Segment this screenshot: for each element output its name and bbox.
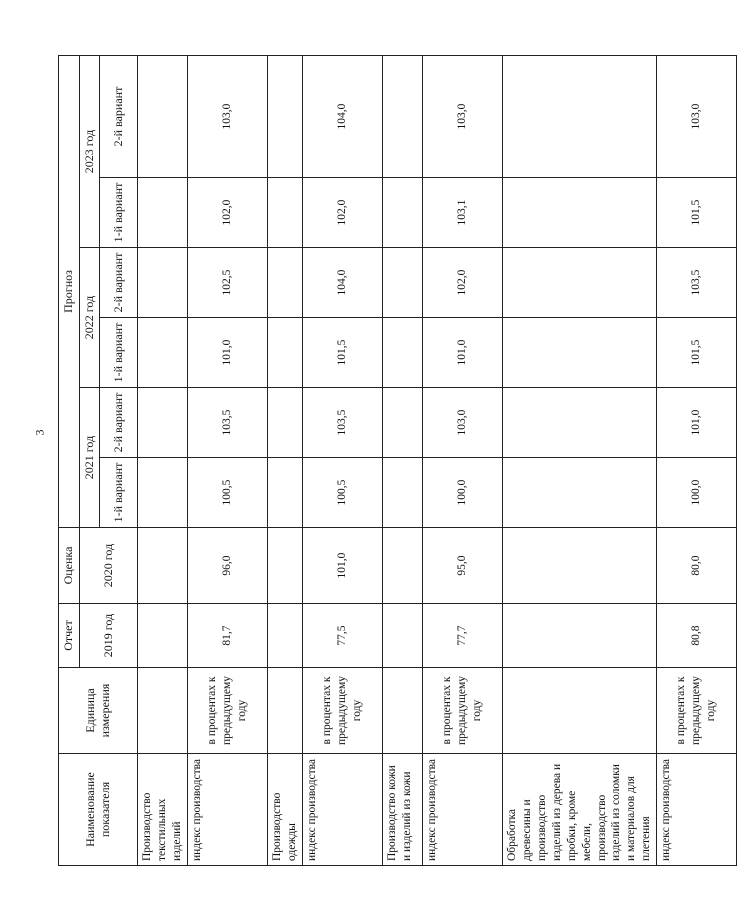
row-value-f2023_1: 103,1 <box>422 178 502 248</box>
row-indicator-name: индекс производства <box>657 754 737 866</box>
row-value-f2022_1 <box>268 318 303 388</box>
row-value-f2022_2: 103,5 <box>657 248 737 318</box>
row-value-f2021_2: 103,0 <box>422 388 502 458</box>
row-unit: в процентах к предыдущему году <box>302 668 382 754</box>
forecast-table <box>58 55 737 866</box>
header-forecast: Прогноз <box>59 56 80 528</box>
row-value-f2022_1 <box>382 318 422 388</box>
table-row <box>502 56 656 866</box>
row-indicator-name: индекс производства <box>422 754 502 866</box>
row-value-f2022_2 <box>268 248 303 318</box>
header-year-2021: 2021 год <box>79 388 100 528</box>
row-value-f2023_2: 103,0 <box>422 56 502 178</box>
row-value-f2022_1: 101,0 <box>422 318 502 388</box>
row-value-f2021_2 <box>138 388 188 458</box>
row-unit <box>268 668 303 754</box>
page-number: 3 <box>32 429 47 436</box>
row-value-v2019: 80,8 <box>657 604 737 668</box>
row-value-f2021_1 <box>268 458 303 528</box>
row-value-f2022_1 <box>502 318 656 388</box>
header-variant-2: 2-й вариант <box>100 248 138 318</box>
row-value-f2023_2 <box>382 56 422 178</box>
row-value-f2023_2 <box>138 56 188 178</box>
header-unit: Единица измерения <box>59 668 138 754</box>
row-value-f2021_1: 100,5 <box>302 458 382 528</box>
header-variant-2: 2-й вариант <box>100 56 138 178</box>
header-year-2019: 2019 год <box>79 604 138 668</box>
row-value-v2019: 81,7 <box>188 604 268 668</box>
header-year-2020: 2020 год <box>79 528 138 604</box>
row-value-v2020: 95,0 <box>422 528 502 604</box>
row-indicator-name: Производство кожи и изделий из кожи <box>382 754 422 866</box>
table-row <box>138 56 188 866</box>
row-value-v2020 <box>382 528 422 604</box>
row-value-v2020: 101,0 <box>302 528 382 604</box>
row-value-f2022_1 <box>138 318 188 388</box>
row-value-f2021_2: 101,0 <box>657 388 737 458</box>
row-unit <box>502 668 656 754</box>
row-value-v2020: 96,0 <box>188 528 268 604</box>
header-year-2023: 2023 год <box>79 56 100 248</box>
row-value-f2021_2 <box>382 388 422 458</box>
table-row <box>657 56 737 866</box>
row-value-v2020 <box>502 528 656 604</box>
row-indicator-name: Обработка древесины и производство изделий из дерева и пробки, кроме мебели, производство изделий из соломки и материалов для плетения <box>502 754 656 866</box>
row-value-f2023_2: 104,0 <box>302 56 382 178</box>
table-row <box>422 56 502 866</box>
row-value-f2021_2: 103,5 <box>302 388 382 458</box>
row-indicator-name: индекс производства <box>302 754 382 866</box>
row-value-f2023_2: 103,0 <box>188 56 268 178</box>
header-report: Отчет <box>59 604 80 668</box>
row-indicator-name: Производство одежды <box>268 754 303 866</box>
row-value-f2023_1 <box>138 178 188 248</box>
row-value-f2023_2: 103,0 <box>657 56 737 178</box>
row-unit <box>382 668 422 754</box>
row-value-f2023_1 <box>268 178 303 248</box>
row-value-f2021_1: 100,5 <box>188 458 268 528</box>
header-variant-1: 1-й вариант <box>100 318 138 388</box>
row-value-f2021_1: 100,0 <box>422 458 502 528</box>
row-value-f2023_1: 102,0 <box>302 178 382 248</box>
table-row <box>302 56 382 866</box>
row-value-v2019 <box>382 604 422 668</box>
row-value-v2019: 77,5 <box>302 604 382 668</box>
row-value-f2021_1: 100,0 <box>657 458 737 528</box>
row-value-f2023_1 <box>382 178 422 248</box>
row-value-f2021_2 <box>268 388 303 458</box>
header-variant-1: 1-й вариант <box>100 178 138 248</box>
row-value-f2021_1 <box>382 458 422 528</box>
row-value-v2020 <box>268 528 303 604</box>
row-value-v2020: 80,0 <box>657 528 737 604</box>
row-value-f2021_1 <box>138 458 188 528</box>
row-unit: в процентах к предыдущему году <box>188 668 268 754</box>
table-row <box>268 56 303 866</box>
row-value-f2022_1: 101,5 <box>657 318 737 388</box>
row-unit: в процентах к предыдущему году <box>422 668 502 754</box>
row-value-v2019 <box>138 604 188 668</box>
row-indicator-name: Производство текстильных изделий <box>138 754 188 866</box>
header-year-2022: 2022 год <box>79 248 100 388</box>
table-row <box>382 56 422 866</box>
row-value-f2022_2: 104,0 <box>302 248 382 318</box>
row-indicator-name: индекс производства <box>188 754 268 866</box>
row-value-v2019: 77,7 <box>422 604 502 668</box>
row-value-f2023_2 <box>502 56 656 178</box>
row-value-f2022_1: 101,0 <box>188 318 268 388</box>
row-value-f2023_1 <box>502 178 656 248</box>
row-value-f2023_2 <box>268 56 303 178</box>
row-value-v2019 <box>268 604 303 668</box>
row-value-f2022_2: 102,0 <box>422 248 502 318</box>
row-unit: в процентах к предыдущему году <box>657 668 737 754</box>
row-value-f2022_2: 102,5 <box>188 248 268 318</box>
row-value-f2022_2 <box>382 248 422 318</box>
row-value-f2022_2 <box>502 248 656 318</box>
header-variant-2: 2-й вариант <box>100 388 138 458</box>
row-value-f2021_2 <box>502 388 656 458</box>
header-variant-1: 1-й вариант <box>100 458 138 528</box>
row-value-v2019 <box>502 604 656 668</box>
row-value-f2023_1: 101,5 <box>657 178 737 248</box>
header-estimate: Оценка <box>59 528 80 604</box>
row-value-f2021_2: 103,5 <box>188 388 268 458</box>
row-value-f2023_1: 102,0 <box>188 178 268 248</box>
row-value-f2021_1 <box>502 458 656 528</box>
table-row <box>188 56 268 866</box>
header-indicator: Наименование показателя <box>59 754 138 866</box>
row-value-f2022_1: 101,5 <box>302 318 382 388</box>
rotated-table-container <box>58 56 718 866</box>
row-value-f2022_2 <box>138 248 188 318</box>
row-unit <box>138 668 188 754</box>
row-value-v2020 <box>138 528 188 604</box>
